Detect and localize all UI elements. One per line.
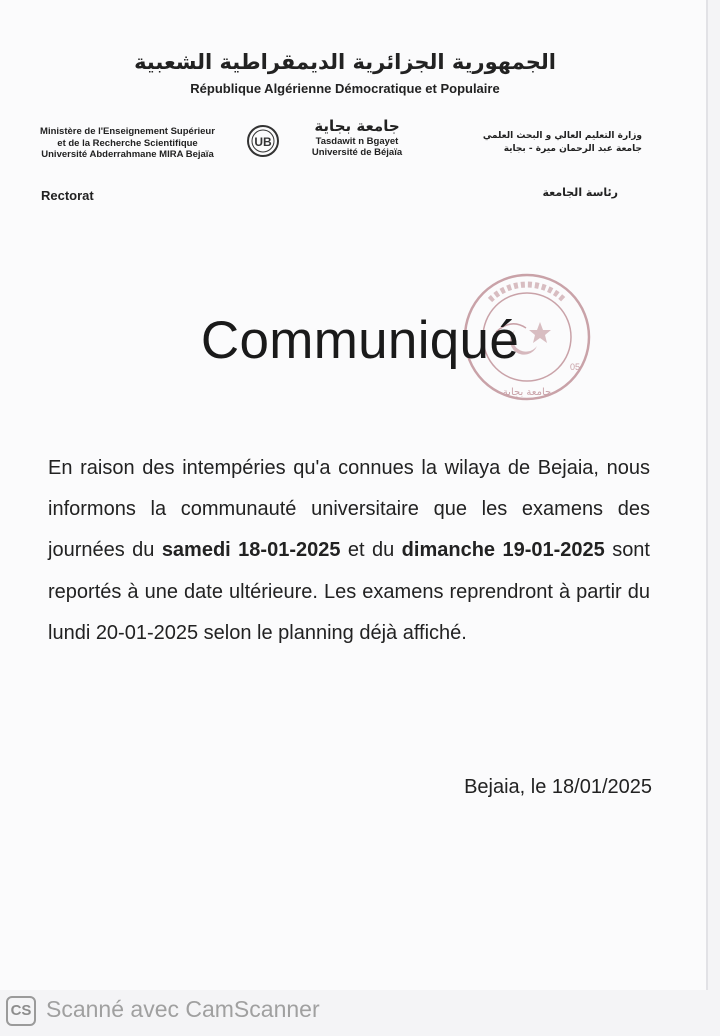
university-wordmark bbox=[292, 116, 422, 158]
body-text-part: sont reportés à une date ultérieure. Les examens reprendront à partir du lundi 20-01-2025 selon le planning déjà affiché. bbox=[48, 539, 650, 644]
date-saturday: samedi 18-01-2025 bbox=[161, 539, 341, 562]
rectorat-label: Rectorat bbox=[41, 188, 94, 203]
ministry-line-arabic: وزارة التعليم العالي و البحث العلمي bbox=[482, 131, 642, 141]
body-text-part: En raison des intempéries qu'a connues la wilaya de Bejaia, nous informons la communauté universitaire que les examens des journées du bbox=[48, 457, 650, 562]
wordmark-french: Université de Béjaïa bbox=[311, 147, 403, 158]
camscanner-logo-icon: CS bbox=[6, 996, 36, 1026]
date-sunday: dimanche 19-01-2025 bbox=[401, 539, 605, 562]
wordmark-arabic: جامعة بجاية bbox=[314, 117, 400, 135]
signature-date: Bejaia, le 18/01/2025 bbox=[464, 776, 652, 798]
university-line: Université Abderrahmane MIRA Bejaïa bbox=[41, 149, 214, 160]
logo-initials: UB bbox=[254, 135, 272, 149]
ministry-line: et de la Recherche Scientifique bbox=[57, 137, 198, 149]
wordmark-kabyle: Tasdawit n Bgayet bbox=[315, 136, 399, 147]
ministry-line: Ministère de l'Enseignement Supérieur bbox=[40, 126, 215, 137]
ministry-block bbox=[20, 126, 235, 161]
body-text-part: et du bbox=[340, 539, 402, 562]
camscanner-watermark: Scanné avec CamScanner bbox=[46, 996, 320, 1022]
stamp-number: 05 bbox=[570, 362, 581, 372]
announcement-body bbox=[48, 448, 650, 654]
university-line-arabic: جامعة عبد الرحمان ميرة - بجاية bbox=[503, 144, 642, 154]
document-title: Communiqué bbox=[200, 311, 520, 370]
university-logo-icon bbox=[246, 124, 280, 158]
header-french-title: République Algérienne Démocratique et Populaire bbox=[190, 81, 500, 96]
ministry-block-arabic bbox=[470, 130, 642, 156]
rectorat-label-arabic: رئاسة الجامعة bbox=[542, 186, 618, 199]
stamp-label: جامعة بجاية bbox=[502, 387, 552, 398]
header-arabic-title: الجمهورية الجزائرية الديمقراطية الشعبية bbox=[134, 50, 556, 74]
